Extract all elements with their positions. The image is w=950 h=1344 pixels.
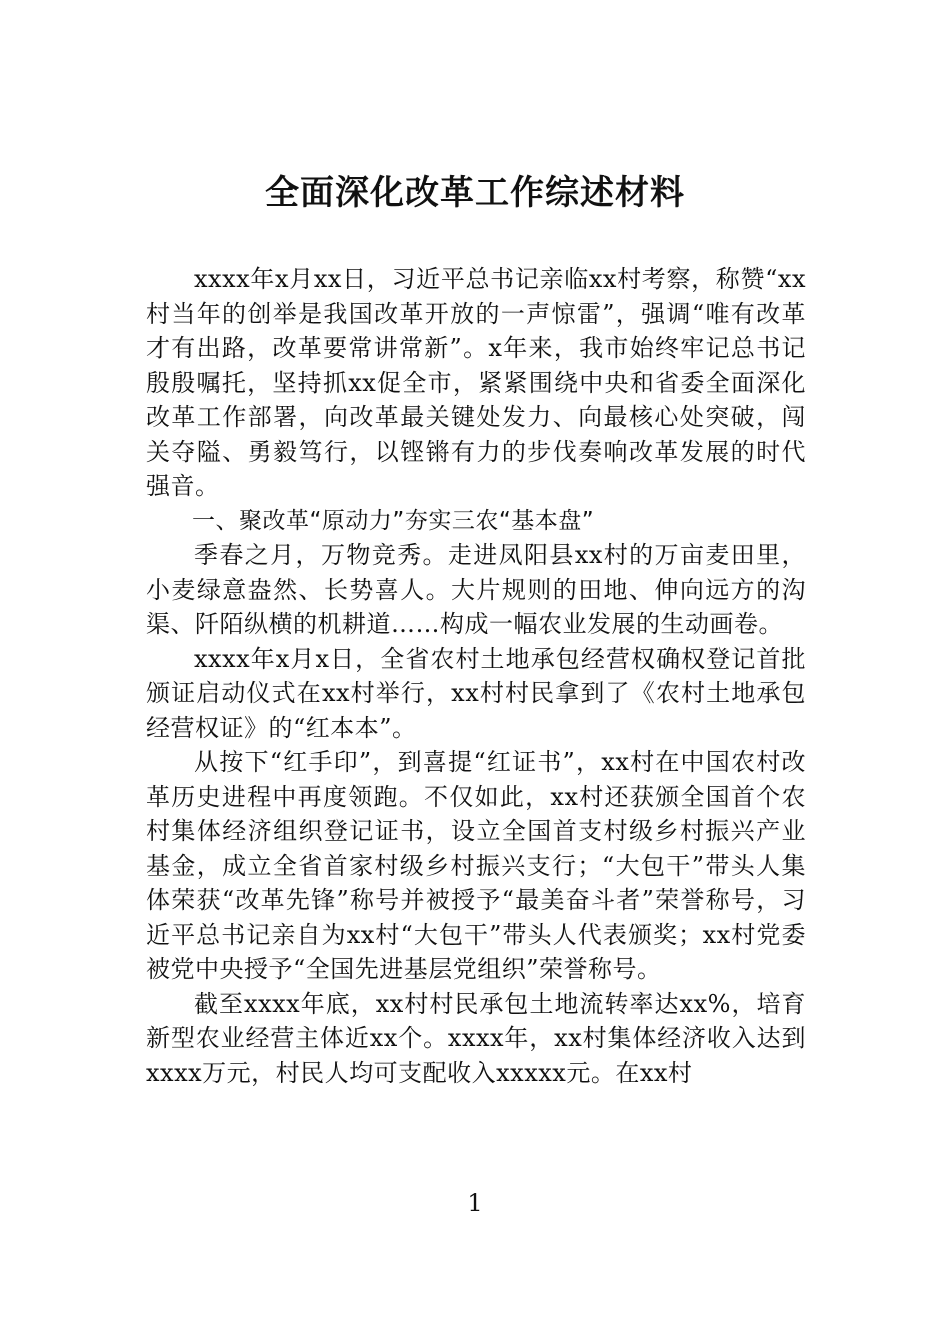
document-body	[146, 262, 806, 1090]
section1-paragraph-1: 季春之月，万物竞秀。走进凤阳县xx村的万亩麦田里，小麦绿意盎然、长势喜人。大片规则的田地、伸向远方的沟渠、阡陌纵横的机耕道……构成一幅农业发展的生动画卷。	[146, 541, 806, 638]
section1-paragraph-3: 从按下“红手印”，到喜提“红证书”，xx村在中国农村改革历史进程中再度领跑。不仅如此，xx村还获颁全国首个农村集体经济组织登记证书，设立全国首支村级乡村振兴产业基金，成立全省首家村级乡村振兴支行；“大包干”带头人集体荣获“改革先锋”称号并被授予“最美奋斗者”荣誉称号，习近平总书记亲自为xx村“大包干”带头人代表颁奖；xx村党委被党中央授予“全国先进基层党组织”荣誉称号。	[146, 748, 806, 983]
intro-paragraph: xxxx年x月xx日，习近平总书记亲临xx村考察，称赞“xx村当年的创举是我国改革开放的一声惊雷”，强调“唯有改革才有出路，改革要常讲常新”。x年来，我市始终牢记总书记殷殷嘱托，坚持抓xx促全市，紧紧围绕中央和省委全面深化改革工作部署，向改革最关键处发力、向最核心处突破，闯关夺隘、勇毅笃行，以铿锵有力的步伐奏响改革发展的时代强音。	[146, 265, 806, 500]
document-title: 全面深化改革工作综述材料	[265, 173, 685, 213]
section1-paragraph-2: xxxx年x月x日，全省农村土地承包经营权确权登记首批颁证启动仪式在xx村举行，xx村村民拿到了《农村土地承包经营权证》的“红本本”。	[146, 644, 806, 742]
section1-paragraph-4: 截至xxxx年底，xx村村民承包土地流转率达xx%，培育新型农业经营主体近xx个。xxxx年，xx村集体经济收入达到xxxx万元，村民人均可支配收入xxxxx元。在xx村	[146, 989, 806, 1087]
page-number: 1	[467, 1189, 483, 1217]
section-heading-1: 一、聚改革“原动力”夯实三农“基本盘”	[192, 507, 595, 534]
